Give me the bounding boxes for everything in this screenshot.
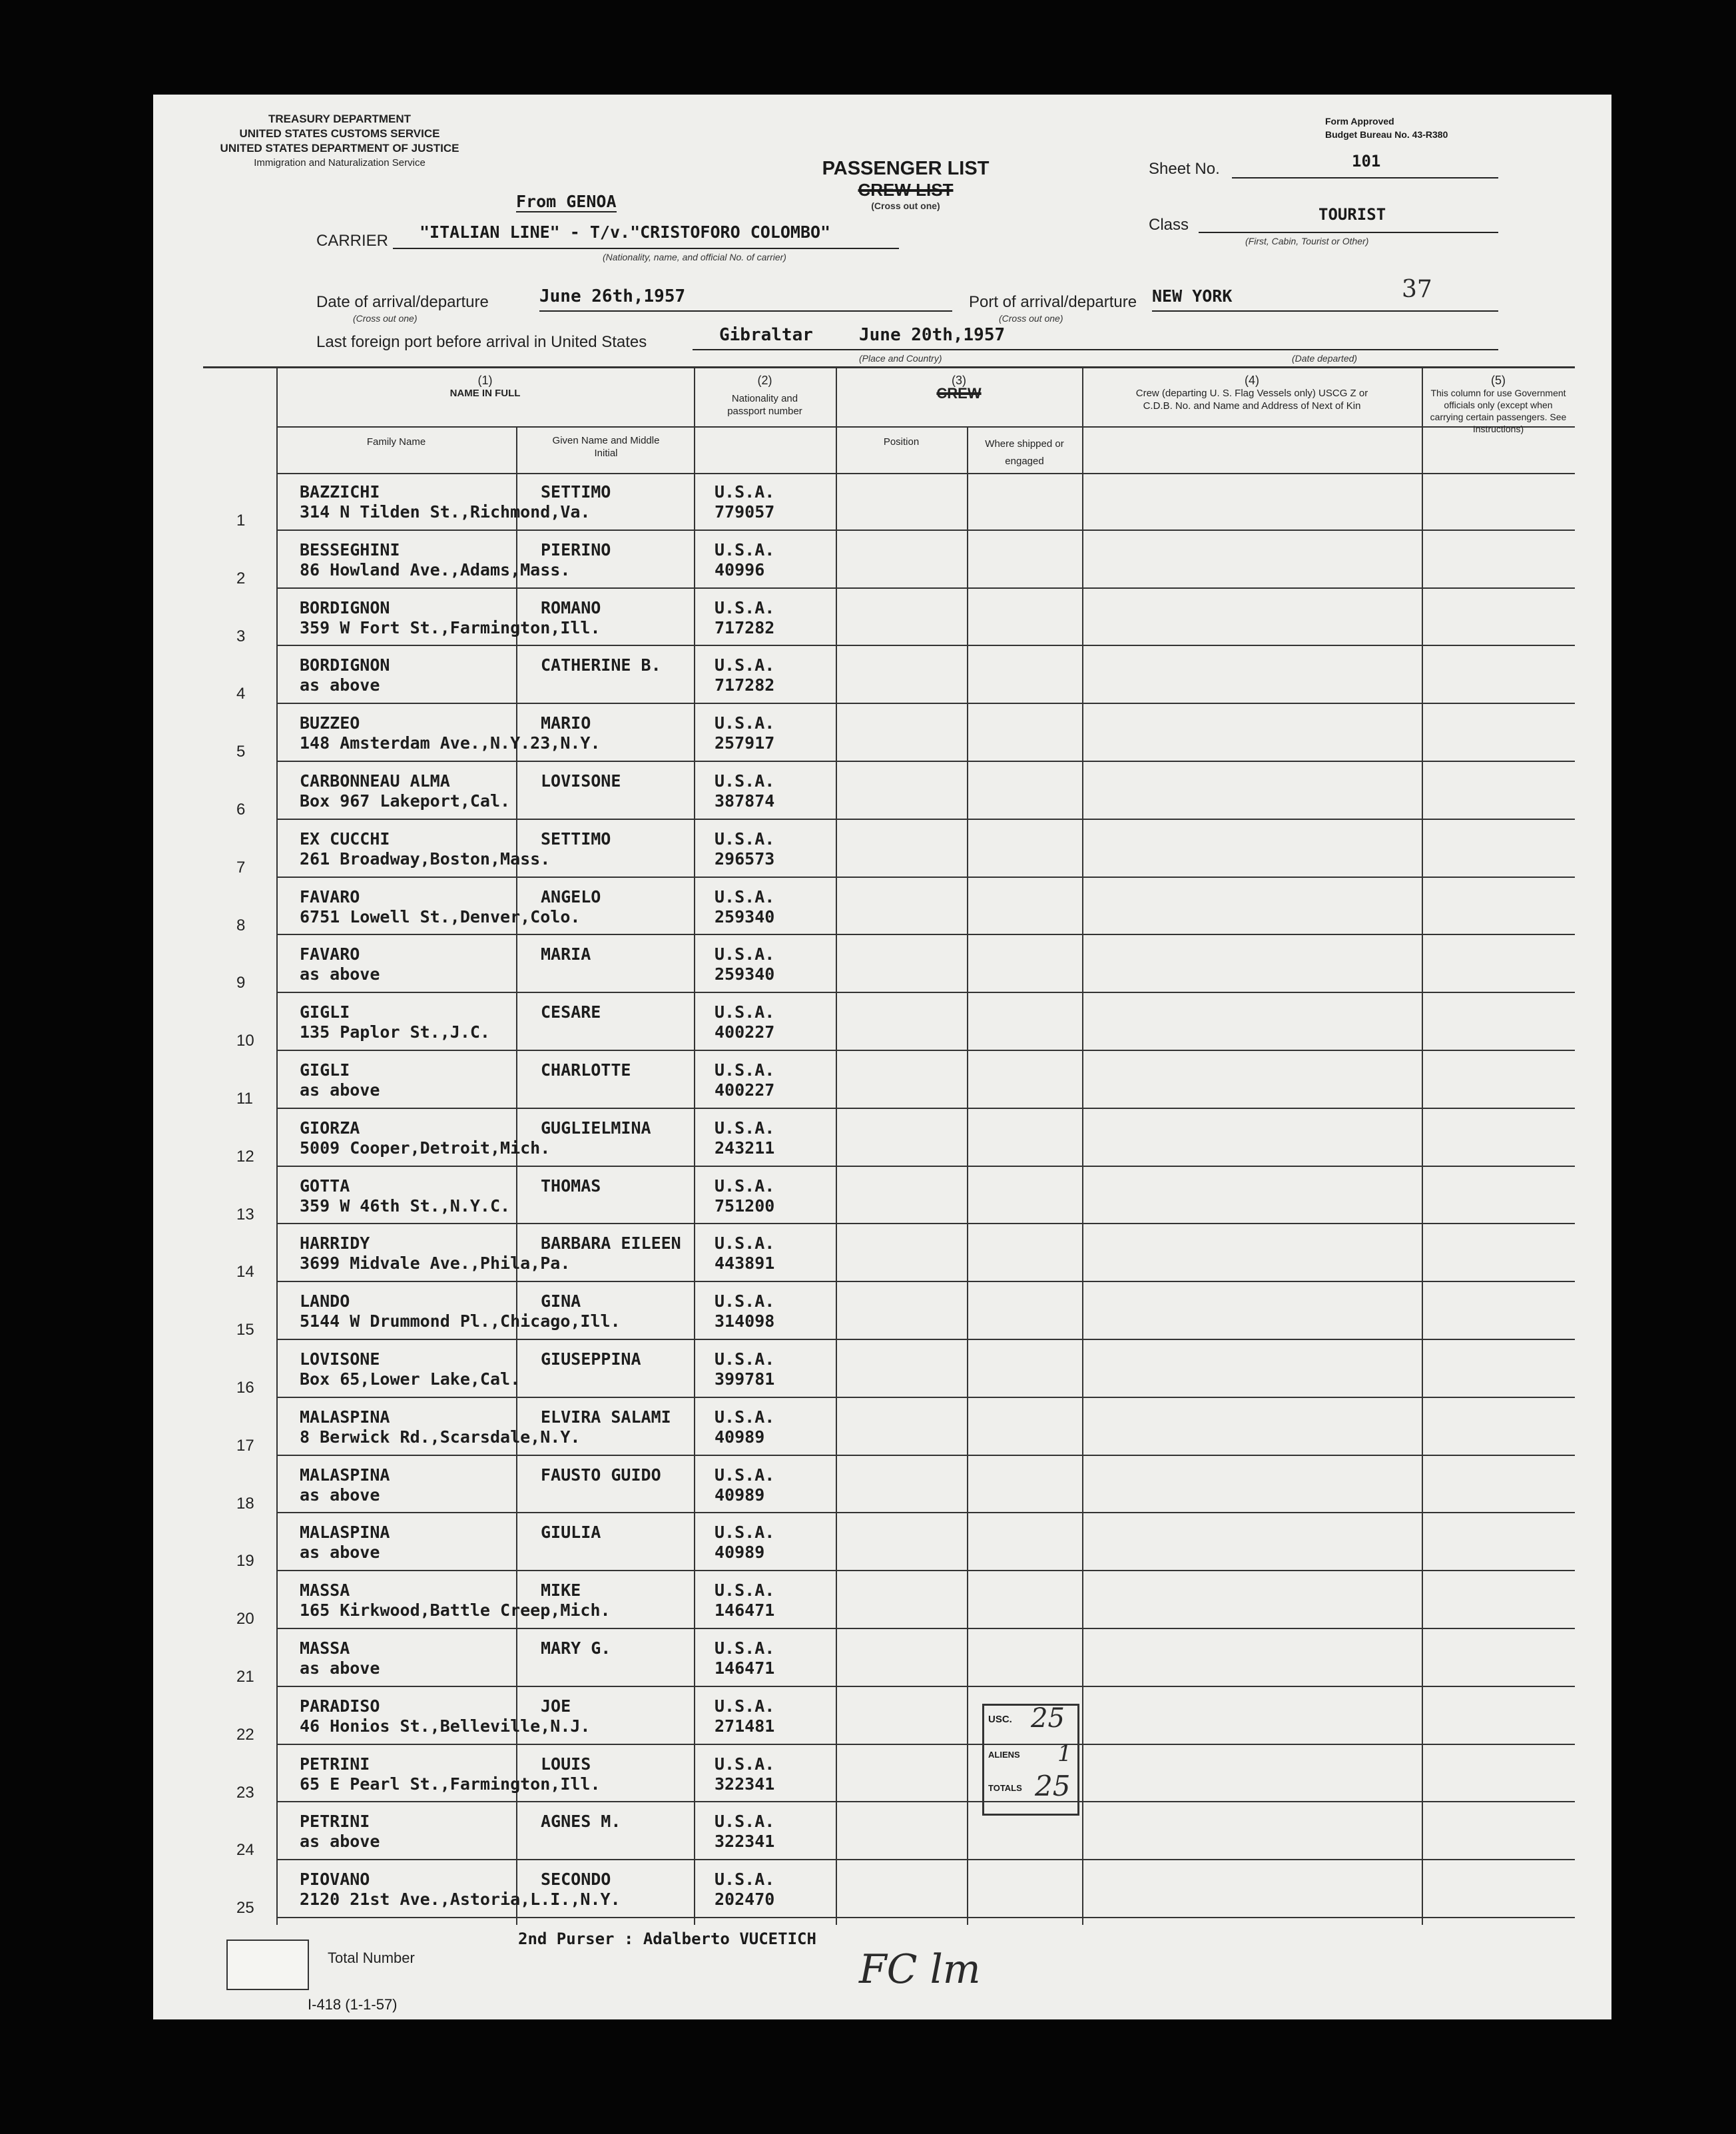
nationality: U.S.A.: [715, 597, 775, 617]
cross-note-date: (Cross out one): [353, 313, 418, 324]
nationality: U.S.A.: [715, 1465, 775, 1485]
stamp-aliens-value: 1: [1057, 1740, 1072, 1767]
family-name: FAVARO: [300, 887, 360, 906]
given-name: FAUSTO GUIDO: [541, 1465, 661, 1485]
address: 65 E Pearl St.,Farmington,Ill.: [300, 1774, 601, 1794]
row-number: 9: [236, 974, 246, 992]
address: 359 W 46th St.,N.Y.C.: [300, 1196, 511, 1216]
class-value: TOURIST: [1318, 205, 1386, 224]
table-row: [153, 1456, 1611, 1514]
nationality: U.S.A.: [715, 1754, 775, 1774]
address: as above: [300, 1832, 380, 1852]
given-name: THOMAS: [541, 1176, 601, 1196]
family-name: GIGLI: [300, 1060, 350, 1080]
given-name: GIULIA: [541, 1523, 601, 1543]
address: as above: [300, 964, 380, 984]
table-row: [153, 935, 1611, 993]
family-name: MALASPINA: [300, 1407, 390, 1427]
family-name: HARRIDY: [300, 1234, 370, 1253]
passport-number: 146471: [715, 1658, 775, 1678]
col2-header: [694, 374, 836, 418]
family-name: MASSA: [300, 1581, 350, 1600]
table-row: [153, 993, 1611, 1051]
place-note: (Place and Country): [859, 353, 942, 364]
passport-number: 40989: [715, 1485, 765, 1505]
passport-number: 443891: [715, 1253, 775, 1273]
row-divider: [276, 1917, 1575, 1918]
table-row: [153, 646, 1611, 704]
given-name: AGNES M.: [541, 1812, 621, 1832]
nationality: U.S.A.: [715, 1176, 775, 1196]
nationality: U.S.A.: [715, 1696, 775, 1716]
family-name: LANDO: [300, 1291, 350, 1311]
table-row: [153, 820, 1611, 878]
given-name: CESARE: [541, 1002, 601, 1022]
row-number: 20: [236, 1610, 254, 1628]
from-port: From GENOA: [516, 192, 617, 211]
class-line: [1199, 205, 1498, 233]
address: 46 Honios St.,Belleville,N.J.: [300, 1716, 591, 1736]
table-row: [153, 1109, 1611, 1167]
nationality: U.S.A.: [715, 1060, 775, 1080]
nationality: U.S.A.: [715, 713, 775, 733]
carrier-value: "ITALIAN LINE" - T/v."CRISTOFORO COLOMBO": [420, 222, 831, 242]
agency-block: [206, 112, 473, 171]
date-departed-note: (Date departed): [1292, 353, 1358, 364]
passport-number: 40996: [715, 559, 765, 579]
given-name: GINA: [541, 1291, 581, 1311]
table-row: [153, 1282, 1611, 1340]
table-row: [153, 704, 1611, 762]
port-value: NEW YORK: [1152, 286, 1233, 306]
address: 6751 Lowell St.,Denver,Colo.: [300, 906, 581, 926]
form-approval: [1325, 115, 1448, 141]
nationality: U.S.A.: [715, 655, 775, 675]
passport-number: 40989: [715, 1543, 765, 1563]
arrival-date-line: [539, 284, 952, 312]
passport-number: 243211: [715, 1138, 775, 1158]
agency-line: UNITED STATES CUSTOMS SERVICE: [239, 127, 440, 140]
table-row: [153, 1860, 1611, 1918]
address: 3699 Midvale Ave.,Phila,Pa.: [300, 1253, 571, 1273]
family-name: MALASPINA: [300, 1465, 390, 1485]
table-row: [153, 473, 1611, 531]
purser-line: 2nd Purser : Adalberto VUCETICH: [518, 1930, 816, 1948]
family-name: PARADISO: [300, 1696, 380, 1716]
address: 261 Broadway,Boston,Mass.: [300, 849, 551, 869]
nationality: U.S.A.: [715, 1002, 775, 1022]
shipped-header: Where shipped or engaged: [985, 438, 1064, 467]
last-port-date: June 20th,1957: [859, 325, 1006, 345]
family-name: EX CUCCHI: [300, 829, 390, 849]
port-line: [1152, 276, 1498, 312]
given-name: MIKE: [541, 1581, 581, 1600]
stamp-totals-value: 25: [1035, 1770, 1071, 1802]
row-number: 5: [236, 743, 246, 761]
row-number: 25: [236, 1899, 254, 1918]
given-name: SETTIMO: [541, 829, 611, 849]
row-number: 8: [236, 916, 246, 934]
address: 5144 W Drummond Pl.,Chicago,Ill.: [300, 1311, 621, 1331]
sheet-number-line: [1232, 152, 1498, 178]
passenger-list-sheet: [153, 95, 1611, 2019]
stamp-totals-label: TOTALS: [988, 1783, 1022, 1793]
carrier-line: [393, 218, 899, 249]
passport-number: 717282: [715, 675, 775, 695]
passport-number: 40989: [715, 1427, 765, 1447]
given-name: LOVISONE: [541, 771, 621, 791]
row-number: 7: [236, 858, 246, 877]
agency-line: Immigration and Naturalization Service: [254, 157, 426, 169]
row-number: 14: [236, 1263, 254, 1281]
family-name: BESSEGHINI: [300, 539, 400, 559]
col1-title: NAME IN FULL: [449, 388, 521, 399]
row-number: 4: [236, 685, 246, 703]
given-name: MARY G.: [541, 1638, 611, 1658]
col4-header: [1082, 374, 1422, 412]
last-port: Gibraltar: [719, 325, 813, 345]
table-row: [153, 1051, 1611, 1109]
address: 148 Amsterdam Ave.,N.Y.23,N.Y.: [300, 733, 601, 753]
family-name: FAVARO: [300, 944, 360, 964]
passport-number: 257917: [715, 733, 775, 753]
table-row: [153, 762, 1611, 820]
given-name-header: Given Name and Middle Initial: [552, 435, 660, 459]
col3-header: [836, 374, 1082, 400]
col4-title: Crew (departing U. S. Flag Vessels only) USCG Z or C.D.B. No. and Name and Address of Next of Kin: [1135, 388, 1368, 412]
nationality: U.S.A.: [715, 1523, 775, 1543]
address: 359 W Fort St.,Farmington,Ill.: [300, 617, 601, 637]
passport-number: 296573: [715, 849, 775, 869]
cross-note-port: (Cross out one): [999, 313, 1063, 324]
signature: FC lm: [859, 1946, 981, 1993]
row-number: 10: [236, 1032, 254, 1050]
given-name: MARIA: [541, 944, 591, 964]
given-name: CATHERINE B.: [541, 655, 661, 675]
address: Box 65,Lower Lake,Cal.: [300, 1369, 521, 1389]
col5-header: [1422, 374, 1575, 435]
row-number: 13: [236, 1205, 254, 1224]
passport-number: 751200: [715, 1196, 775, 1216]
nationality: U.S.A.: [715, 1870, 775, 1890]
row-number: 16: [236, 1379, 254, 1397]
last-port-label: Last foreign port before arrival in United States: [316, 333, 647, 351]
nationality: U.S.A.: [715, 1407, 775, 1427]
nationality: U.S.A.: [715, 539, 775, 559]
given-name: LOUIS: [541, 1754, 591, 1774]
table-row: [153, 531, 1611, 589]
family-name: PETRINI: [300, 1812, 370, 1832]
table-row: [153, 1687, 1611, 1745]
table-row: [153, 1398, 1611, 1456]
sheet-label: Sheet No.: [1149, 160, 1220, 178]
given-name: MARIO: [541, 713, 591, 733]
passport-number: 146471: [715, 1600, 775, 1620]
family-name: MASSA: [300, 1638, 350, 1658]
address: as above: [300, 675, 380, 695]
family-name: LOVISONE: [300, 1349, 380, 1369]
nationality: U.S.A.: [715, 482, 775, 502]
nationality: U.S.A.: [715, 1581, 775, 1600]
address: Box 967 Lakeport,Cal.: [300, 791, 511, 811]
class-note: (First, Cabin, Tourist or Other): [1245, 236, 1369, 246]
row-number: 6: [236, 801, 246, 819]
nationality: U.S.A.: [715, 887, 775, 906]
col1-header: [276, 374, 694, 400]
col4-number: (4): [1245, 374, 1259, 387]
address: 2120 21st Ave.,Astoria,L.I.,N.Y.: [300, 1890, 621, 1910]
arrival-date-label: Date of arrival/departure: [316, 293, 489, 311]
cross-out-note: (Cross out one): [871, 200, 940, 211]
given-name: ROMANO: [541, 597, 601, 617]
given-name: CHARLOTTE: [541, 1060, 631, 1080]
col3-number: (3): [952, 374, 966, 387]
given-name: GUGLIELMINA: [541, 1118, 651, 1138]
row-number: 18: [236, 1494, 254, 1513]
class-label: Class: [1149, 216, 1189, 234]
family-name-header: Family Name: [366, 436, 426, 448]
total-number-box: [226, 1940, 309, 1990]
table-row: [153, 1167, 1611, 1225]
given-name: GIUSEPPINA: [541, 1349, 641, 1369]
stamp-usc-label: USC.: [988, 1714, 1012, 1725]
passport-number: 202470: [715, 1890, 775, 1910]
family-name: BAZZICHI: [300, 482, 380, 502]
row-number: 15: [236, 1321, 254, 1339]
last-port-line: [693, 321, 1498, 350]
nationality: U.S.A.: [715, 771, 775, 791]
passport-number: 779057: [715, 502, 775, 522]
passport-number: 322341: [715, 1774, 775, 1794]
table-row: [153, 589, 1611, 647]
family-name: GIORZA: [300, 1118, 360, 1138]
page-mark: 37: [1402, 276, 1432, 303]
table-row: [153, 878, 1611, 936]
passport-number: 399781: [715, 1369, 775, 1389]
col1-number: (1): [477, 374, 493, 387]
agency-line: TREASURY DEPARTMENT: [268, 113, 412, 125]
given-name: ANGELO: [541, 887, 601, 906]
table-row: [153, 1340, 1611, 1398]
header-divider: [276, 426, 1575, 428]
family-name: BORDIGNON: [300, 597, 390, 617]
address: 86 Howland Ave.,Adams,Mass.: [300, 559, 571, 579]
nationality: U.S.A.: [715, 829, 775, 849]
budget-bureau: Budget Bureau No. 43-R380: [1325, 129, 1448, 140]
nationality: U.S.A.: [715, 1638, 775, 1658]
tally-stamp: [982, 1704, 1079, 1816]
address: 135 Paplor St.,J.C.: [300, 1022, 490, 1042]
passport-number: 400227: [715, 1022, 775, 1042]
row-number: 23: [236, 1783, 254, 1802]
table-row: [153, 1571, 1611, 1629]
position-header: Position: [883, 436, 920, 448]
agency-line: UNITED STATES DEPARTMENT OF JUSTICE: [220, 142, 459, 155]
given-name: JOE: [541, 1696, 571, 1716]
total-number-label: Total Number: [328, 1950, 415, 1966]
family-name: GIGLI: [300, 1002, 350, 1022]
row-number: 21: [236, 1668, 254, 1686]
given-name: PIERINO: [541, 539, 611, 559]
passport-number: 259340: [715, 906, 775, 926]
page-title: PASSENGER LIST CREW LIST (Cross out one): [772, 158, 1039, 211]
address: as above: [300, 1485, 380, 1505]
passport-number: 387874: [715, 791, 775, 811]
family-name: CARBONNEAU ALMA: [300, 771, 450, 791]
family-name: PETRINI: [300, 1754, 370, 1774]
table-row: [153, 1513, 1611, 1571]
form-number: I-418 (1-1-57): [308, 1996, 398, 2013]
table-top-rule: [203, 366, 1575, 368]
passport-number: 717282: [715, 617, 775, 637]
carrier-label: CARRIER: [316, 232, 389, 250]
family-name: BORDIGNON: [300, 655, 390, 675]
row-number: 2: [236, 569, 246, 587]
nationality: U.S.A.: [715, 1349, 775, 1369]
col5-title: This column for use Government officials only (except when carrying certain passengers. See Instructions): [1430, 388, 1567, 434]
row-number: 22: [236, 1725, 254, 1744]
given-name: BARBARA EILEEN: [541, 1234, 681, 1253]
given-name: SECONDO: [541, 1870, 611, 1890]
arrival-date: June 26th,1957: [539, 286, 686, 306]
given-name: SETTIMO: [541, 482, 611, 502]
family-name: PIOVANO: [300, 1870, 370, 1890]
row-number: 19: [236, 1552, 254, 1571]
passport-number: 259340: [715, 964, 775, 984]
address: 314 N Tilden St.,Richmond,Va.: [300, 502, 591, 522]
stamp-aliens-label: ALIENS: [988, 1750, 1020, 1760]
sheet-number: 101: [1352, 152, 1381, 171]
col2-number: (2): [757, 374, 772, 387]
row-number: 11: [236, 1090, 253, 1108]
family-name: GOTTA: [300, 1176, 350, 1196]
family-name: MALASPINA: [300, 1523, 390, 1543]
table-row: [153, 1802, 1611, 1860]
row-number: 1: [236, 512, 246, 530]
col5-number: (5): [1491, 374, 1506, 387]
address: as above: [300, 1658, 380, 1678]
col3-title-crossed: CREW: [936, 385, 982, 402]
nationality: U.S.A.: [715, 1118, 775, 1138]
given-name: ELVIRA SALAMI: [541, 1407, 671, 1427]
table-row: [153, 1745, 1611, 1803]
address: 8 Berwick Rd.,Scarsdale,N.Y.: [300, 1427, 581, 1447]
passport-number: 400227: [715, 1080, 775, 1100]
carrier-note: (Nationality, name, and official No. of carrier): [603, 252, 786, 262]
family-name: BUZZEO: [300, 713, 360, 733]
address: 165 Kirkwood,Battle Creep,Mich.: [300, 1600, 611, 1620]
row-number: 3: [236, 627, 246, 645]
address: as above: [300, 1543, 380, 1563]
form-approved: Form Approved: [1325, 116, 1394, 127]
passport-number: 314098: [715, 1311, 775, 1331]
stamp-usc-value: 25: [1031, 1703, 1065, 1734]
row-number: 17: [236, 1436, 254, 1455]
address: as above: [300, 1080, 380, 1100]
col2-title: Nationality and passport number: [727, 393, 802, 417]
table-row: [153, 1629, 1611, 1687]
row-number: 24: [236, 1841, 254, 1860]
passport-number: 322341: [715, 1832, 775, 1852]
crossed-crew-list: CREW LIST: [858, 180, 954, 200]
nationality: U.S.A.: [715, 1234, 775, 1253]
port-label: Port of arrival/departure: [969, 293, 1137, 311]
address: 5009 Cooper,Detroit,Mich.: [300, 1138, 551, 1158]
nationality: U.S.A.: [715, 944, 775, 964]
nationality: U.S.A.: [715, 1812, 775, 1832]
table-row: [153, 1224, 1611, 1282]
row-number: 12: [236, 1147, 254, 1166]
passport-number: 271481: [715, 1716, 775, 1736]
nationality: U.S.A.: [715, 1291, 775, 1311]
